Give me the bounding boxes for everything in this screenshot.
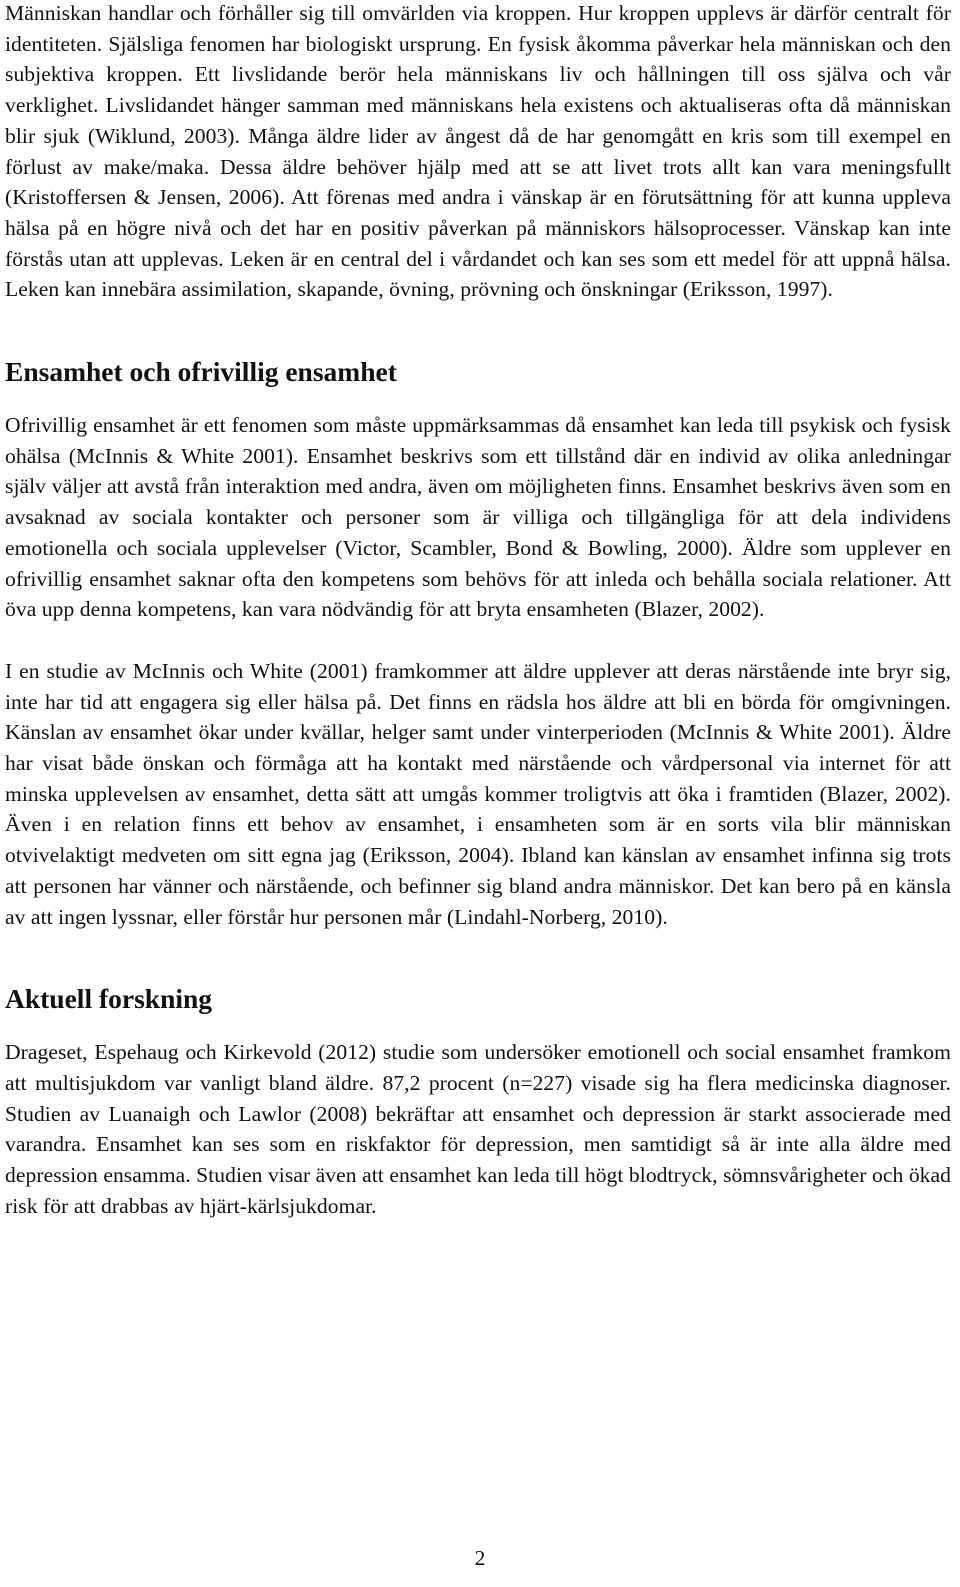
document-page xyxy=(5,0,951,1222)
page-number: 2 xyxy=(474,1546,486,1570)
ensamhet-paragraph-2: I en studie av McInnis och White (2001) framkommer att äldre upplever att deras närstående inte bryr sig, inte har tid att engagera sig eller hälsa på. Det finns en rädsla hos äldre att bli en börda för omgivningen. Känslan av ensamhet ökar under kvällar, helger samt under vinterperioden (McInnis & White 2001). Äldre har visat både önskan och förmåga att ha kontakt med närstående och vårdpersonal via internet för att minska upplevelsen av ensamhet, detta sätt att umgås kommer troligtvis att öka i framtiden (Blazer, 2002). Även i en relation finns ett behov av ensamhet, i ensamheten som är en sorts vila blir människan otvivelaktigt medveten om sitt egna jag (Eriksson, 2004). Ibland kan känslan av ensamhet infinna sig trots att personen har vänner och närstående, och befinner sig bland andra människor. Det kan bero på en känsla av att ingen lyssnar, eller förstår hur personen mår (Lindahl-Norberg, 2010). xyxy=(5,658,951,929)
forskning-paragraph-1: Drageset, Espehaug och Kirkevold (2012) studie som undersöker emotionell och social ensamhet framkom att multisjukdom var vanligt bland äldre. 87,2 procent (n=227) visade sig ha flera medicinska diagnoser. Studien av Luanaigh och Lawlor (2008) bekräftar att ensamhet och depression är starkt associerade med varandra. Ensamhet kan ses som en riskfaktor för depression, men samtidigt så är inte alla äldre med depression ensamma. Studien visar även att ensamhet kan leda till högt blodtryck, sömnsvårigheter och ökad risk för att drabbas av hjärt-kärlsjukdomar. xyxy=(5,1040,951,1218)
section-heading-ensamhet: Ensamhet och ofrivillig ensamhet xyxy=(5,356,397,388)
section-heading-aktuell-forskning: Aktuell forskning xyxy=(5,983,213,1015)
ensamhet-paragraph-1: Ofrivillig ensamhet är ett fenomen som måste uppmärksammas då ensamhet kan leda till psykisk och fysisk ohälsa (McInnis & White 2001). Ensamhet beskrivs som ett tillstånd där en individ av olika anledningar själv väljer att avstå från interaktion med andra, även om möjligheten finns. Ensamhet beskrivs även som en avsaknad av sociala kontakter och personer som är villiga och tillgängliga för att dela individens emotionella och sociala upplevelser (Victor, Scambler, Bond & Bowling, 2000). Äldre som upplever en ofrivillig ensamhet saknar ofta den kompetens som behövs för att inleda och behålla sociala relationer. Att öva upp denna kompetens, kan vara nödvändig för att bryta ensamheten (Blazer, 2002). xyxy=(5,413,951,622)
intro-paragraph: Människan handlar och förhåller sig till omvärlden via kroppen. Hur kroppen upplevs är därför centralt för identiteten. Själsliga fenomen har biologiskt ursprung. En fysisk åkomma påverkar hela människan och den subjektiva kroppen. Ett livslidande berör hela människans liv och hållningen till oss själva och vår verklighet. Livslidandet hänger samman med människans hela existens och aktualiseras ofta då människan blir sjuk (Wiklund, 2003). Många äldre lider av ångest då de har genomgått en kris som till exempel en förlust av make/maka. Dessa äldre behöver hjälp med att se att livet trots allt kan vara meningsfullt (Kristoffersen & Jensen, 2006). Att förenas med andra i vänskap är en förutsättning för att kunna uppleva hälsa på en högre nivå och det har en positiv påverkan på människors hälsoprocesser. Vänskap kan inte förstås utan att upplevas. Leken är en central del i vårdandet och kan ses som ett medel för att uppnå hälsa. Leken kan innebära assimilation, skapande, övning, prövning och önskningar (Eriksson, 1997). xyxy=(5,1,951,302)
